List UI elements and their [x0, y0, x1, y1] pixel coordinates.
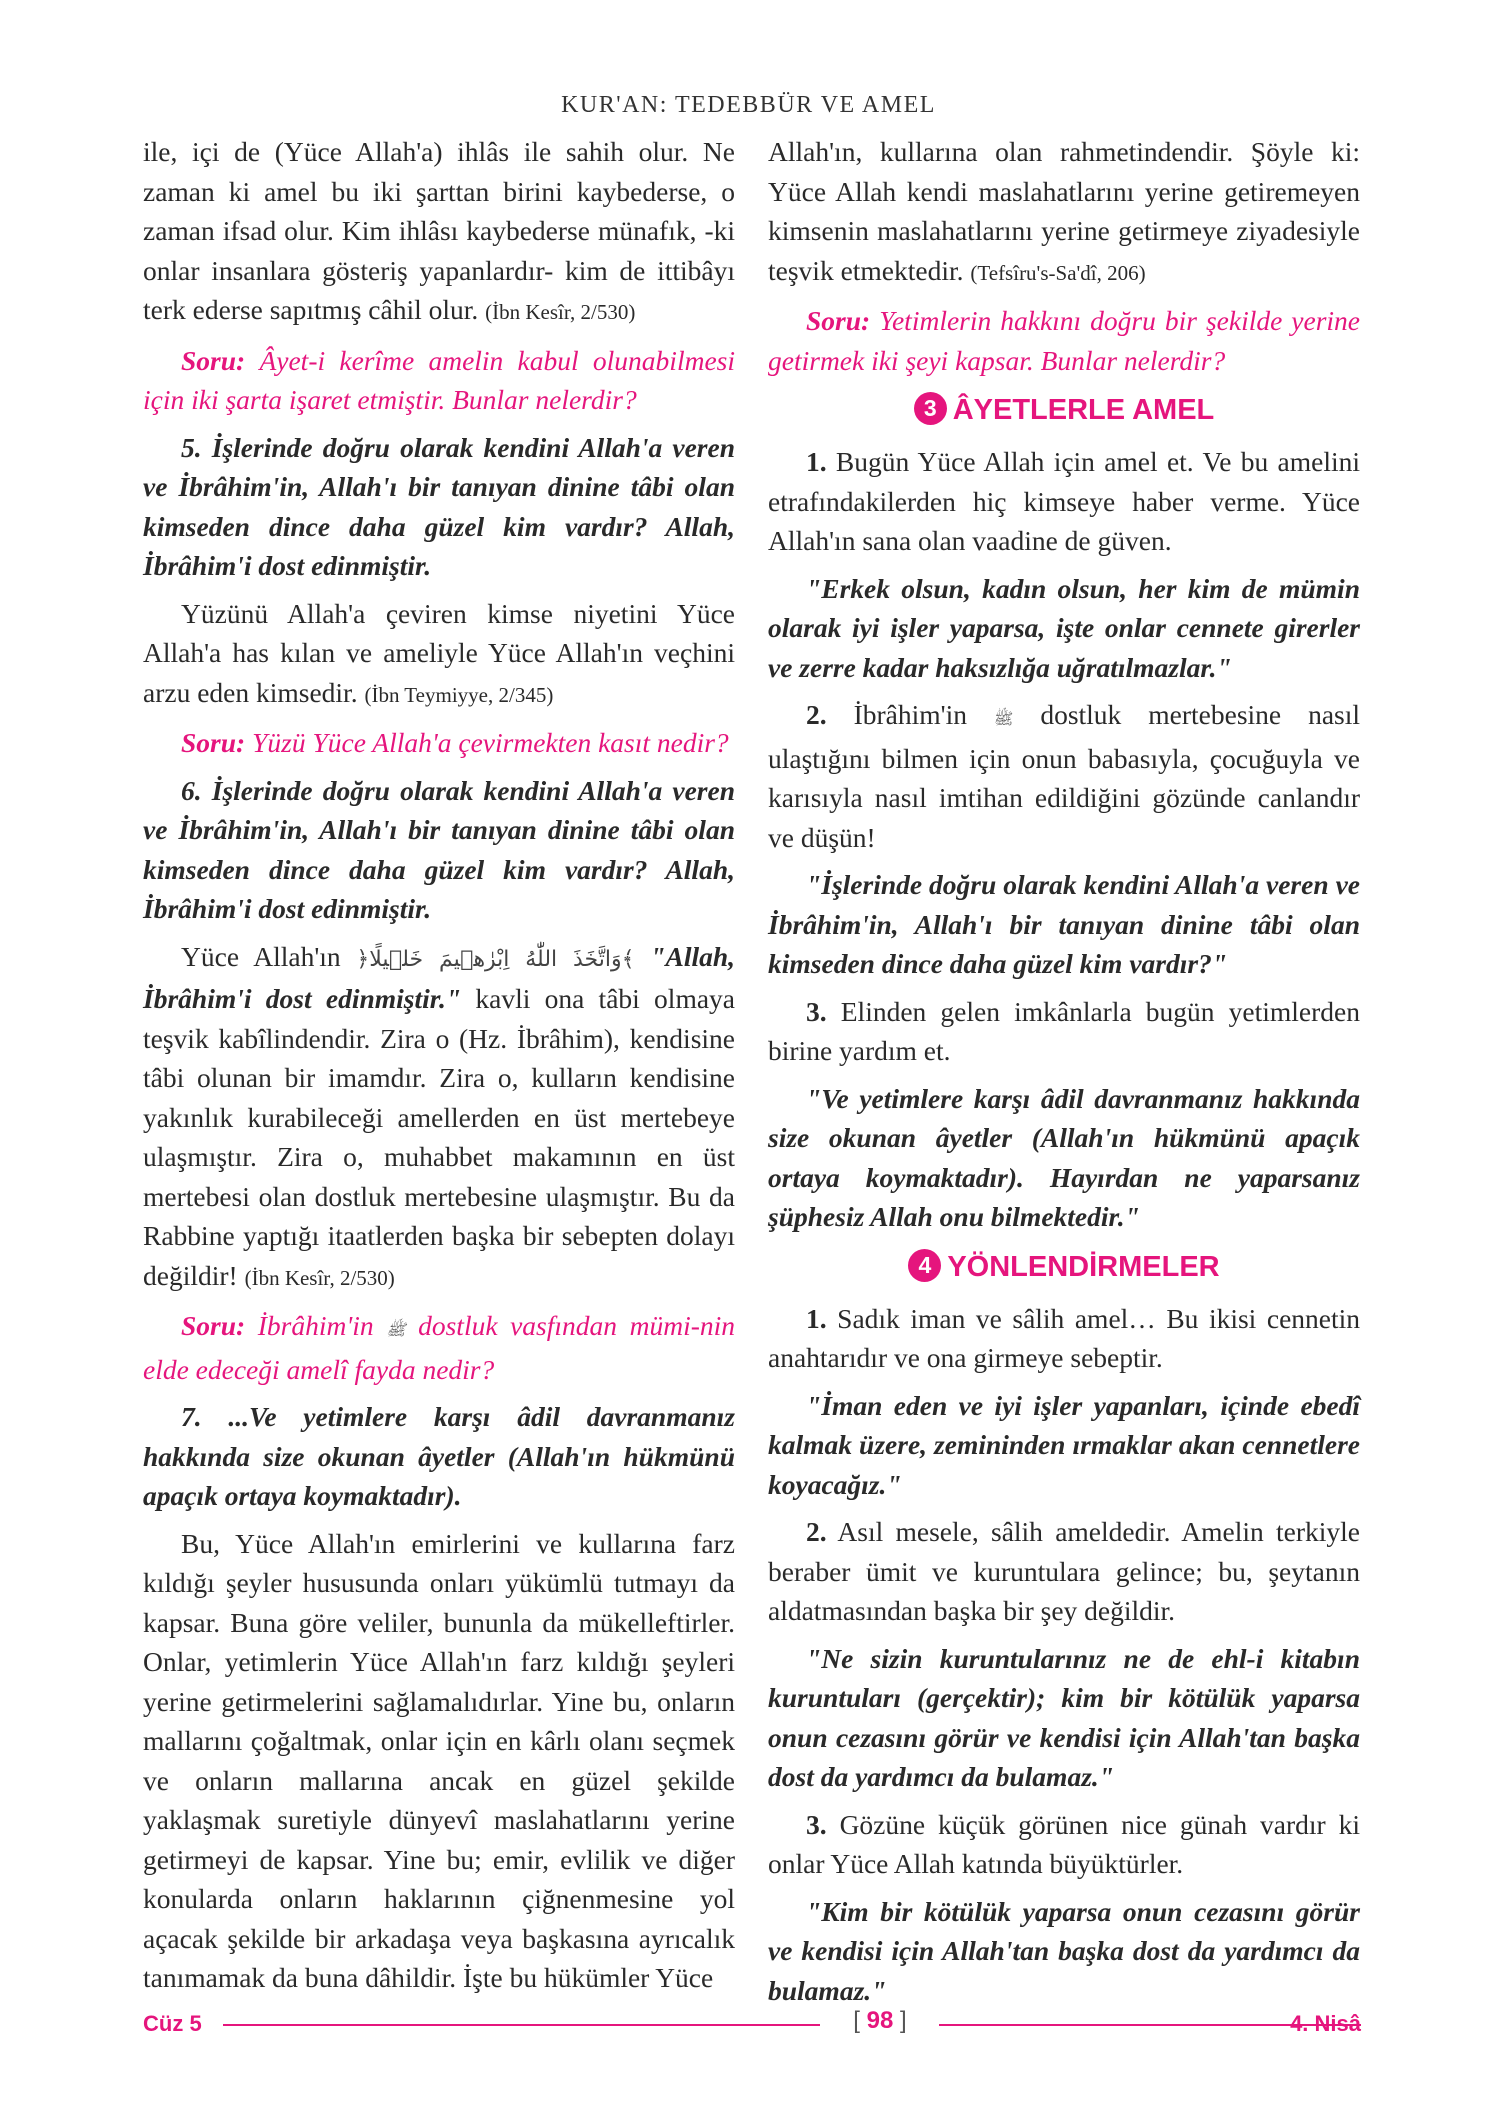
question: Soru: Yetimlerin hakkını doğru bir şekilde yerine getirmek iki şeyi kapsar. Bunlar nelerdir?: [768, 305, 1361, 376]
question: Soru: İbrâhim'in ﷺ dostluk vasfından mümi-nin elde edeceği amelî fayda nedir?: [143, 1310, 736, 1385]
paragraph: Allah'ın, kullarına olan rahmetindendir. Şöyle ki: Yüce Allah kendi maslahatlarını yerine getiremeyen kimsenin maslahatlarını yerine getirmeye ziyadesiyle teşvik etmektedir. (Tefsîru's-Sa'dî, 206): [768, 136, 1360, 286]
right-column: [768, 132, 1360, 2018]
verse-quote: "Ne sizin kuruntularınız ne de ehl-i kitabın kuruntuları (gerçektir); kim bir kötülük yaparsa onun cezasını görür ve kendisi için Allah'tan başka dost da yardımcı da bulamaz.": [768, 1642, 1360, 1792]
sura-label: 4. Nisâ: [1290, 2011, 1361, 2036]
verse-heading: 7. ...Ve yetimlere karşı âdil davranmanız hakkında size okunan âyetler (Allah'ın hükmünü apaçık ortaya koymaktadır).: [143, 1401, 735, 1511]
paragraph: ile, içi de (Yüce Allah'a) ihlâs ile sahih olur. Ne zaman ki amel bu iki şarttan birini kaybederse, o zaman ifsad olur. Kim ihlâsı kaybederse münafık, -ki onlar insanlara gösteriş yapanlardır- kim de ittibâyı terk ederse sapıtmış câhil olur. (İbn Kesîr, 2/530): [143, 136, 735, 325]
numbered-item: 2. İbrâhim'in ﷺ dostluk mertebesine nasıl ulaştığını bilmen için onun babasıyla, çocuğuyla ve karısıyla nasıl imtihan edildiğini gözünde canlandır ve düşün!: [768, 699, 1361, 853]
source-citation: (İbn Kesîr, 2/530): [485, 300, 636, 324]
section-heading-yonlendirmeler: 4 YÖNLENDİRMELER: [768, 1245, 1360, 1289]
numbered-item: 1. Bugün Yüce Allah için amel et. Ve bu amelini etrafındakilerden hiç kimseye haber verme. Yüce Allah'ın sana olan vaadine de güven.: [768, 446, 1361, 556]
numbered-item: 3. Gözüne küçük görünen nice günah vardır ki onlar Yüce Allah katında büyüktürler.: [768, 1808, 1361, 1879]
paragraph: Yüce Allah'ın ﴿وَاتَّخَذَ اللّٰهُ اِبْرٰهٖيمَ خَلٖيلًا﴾ "Allah, İbrâhim'i dost edinmiştir." kavli ona tâbi olmaya teşvik kabîlindendir. Zira o (Hz. İbrâhim), kendisine tâbi olunan bir imamdır. Zira o, kulların kendisine yakınlık kurabileceği amellerden en üst mertebeye ulaşmıştır. Zira o, muhabbet makamının en üst mertebesi olan dostluk mertebesine ulaşmıştır. Bu da Rabbine yaptığı itaatlerden başka bir sebepten dolayı değildir! (İbn Kesîr, 2/530): [143, 940, 736, 1291]
verse-heading: 5. İşlerinde doğru olarak kendini Allah'a veren ve İbrâhim'in, Allah'ı bir tanıyan dinine tâbi olan kimseden dince daha güzel kim vardır? Allah, İbrâhim'i dost edinmiştir.: [143, 431, 735, 581]
verse-quote: "Ve yetimlere karşı âdil davranmanız hakkında size okunan âyetler (Allah'ın hükmünü apaçık ortaya koymaktadır). Hayırdan ne yaparsanız şüphesiz Allah onu bilmektedir.": [768, 1082, 1360, 1232]
running-header: KUR'AN: TEDEBBÜR VE AMEL: [561, 92, 936, 118]
question: Soru: Âyet-i kerîme amelin kabul olunabilmesi için iki şarta işaret etmiştir. Bunlar nelerdir?: [143, 344, 735, 415]
arabic-verse: ﴿وَاتَّخَذَ اللّٰهُ اِبْرٰهٖيمَ خَلٖيلًا﴾: [356, 946, 635, 972]
section-number-badge: 4: [908, 1249, 941, 1282]
page-number: [ 98 ]: [853, 2007, 907, 2034]
salawat-ligature: ﷺ: [994, 709, 1014, 728]
verse-quote: "Kim bir kötülük yaparsa onun cezasını görür ve kendisi için Allah'tan başka dost da yardımcı da bulamaz.": [768, 1895, 1360, 2006]
section-heading-ayetlerle-amel: 3 ÂYETLERLE AMEL: [768, 388, 1360, 432]
numbered-item: 3. Elinden gelen imkânlarla bugün yetimlerden birine yardım et.: [768, 995, 1360, 1066]
page-footer: [143, 2007, 1361, 2041]
paragraph: Yüzünü Allah'a çeviren kimse niyetini Yüce Allah'a has kılan ve ameliyle Yüce Allah'ın veçhini arzu eden kimsedir. (İbn Teymiyye, 2/345): [143, 597, 735, 708]
salawat-ligature: ﷺ: [386, 1320, 406, 1339]
paragraph: Bu, Yüce Allah'ın emirlerini ve kullarına farz kıldığı şeyler hususunda onları yükümlü tutmayı da kapsar. Buna göre veliler, bununla da mükelleftirler. Onlar, yetimlerin Yüce Allah'ın farz kıldığı şeyleri yerine getirmelerini sağlamalıdırlar. Yine bu, onların mallarını çoğaltmak, onlar için en kârlı olanı seçmek ve onların mallarına ancak en güzel şekilde yaklaşmak suretiyle dünyevî maslahatlarını yerine getirmeyi de kapsar. Yine bu; emir, evlilik ve diğer konularda onların haklarının çiğnenmesine yol açacak şekilde bir arkadaşa veya başkasına ayrıcalık tanımamak da buna dâhildir. İşte bu hükümler Yüce: [143, 1527, 735, 1993]
left-column: [143, 132, 735, 2006]
juz-label: Cüz 5: [143, 2011, 202, 2036]
numbered-item: 1. Sadık iman ve sâlih amel… Bu ikisi cennetin anahtarıdır ve ona girmeye sebeptir.: [768, 1302, 1361, 1373]
source-citation: (İbn Kesîr, 2/530): [244, 1265, 395, 1290]
source-citation: (Tefsîru's-Sa'dî, 206): [970, 260, 1146, 285]
verse-heading: 6. İşlerinde doğru olarak kendini Allah'a veren ve İbrâhim'in, Allah'ı bir tanıyan dinine tâbi olan kimseden dince daha güzel kim vardır? Allah, İbrâhim'i dost edinmiştir.: [143, 774, 735, 924]
verse-quote: "Erkek olsun, kadın olsun, her kim de mümin olarak iyi işler yaparsa, işte onlar cennete girerler ve zerre kadar haksızlığa uğratılmazlar.": [768, 572, 1360, 683]
source-citation: (İbn Teymiyye, 2/345): [364, 682, 554, 707]
verse-quote: "İşlerinde doğru olarak kendini Allah'a veren ve İbrâhim'in, Allah'ı bir tanıyan dinine tâbi olan kimseden dince daha güzel kim vardır?": [768, 869, 1360, 979]
numbered-item: 2. Asıl mesele, sâlih ameldedir. Amelin terkiyle beraber ümit ve kuruntulara gelince; bu, şeytanın aldatmasından başka bir şey değildir.: [768, 1516, 1361, 1626]
question: Soru: Yüzü Yüce Allah'a çevirmekten kasıt nedir?: [181, 727, 729, 758]
verse-quote: "İman eden ve iyi işler yapanları, içinde ebedî kalmak üzere, zemininden ırmaklar akan cennetlere koyacağız.": [768, 1389, 1360, 1500]
footer-rule: [223, 2024, 820, 2026]
section-number-badge: 3: [914, 392, 947, 425]
